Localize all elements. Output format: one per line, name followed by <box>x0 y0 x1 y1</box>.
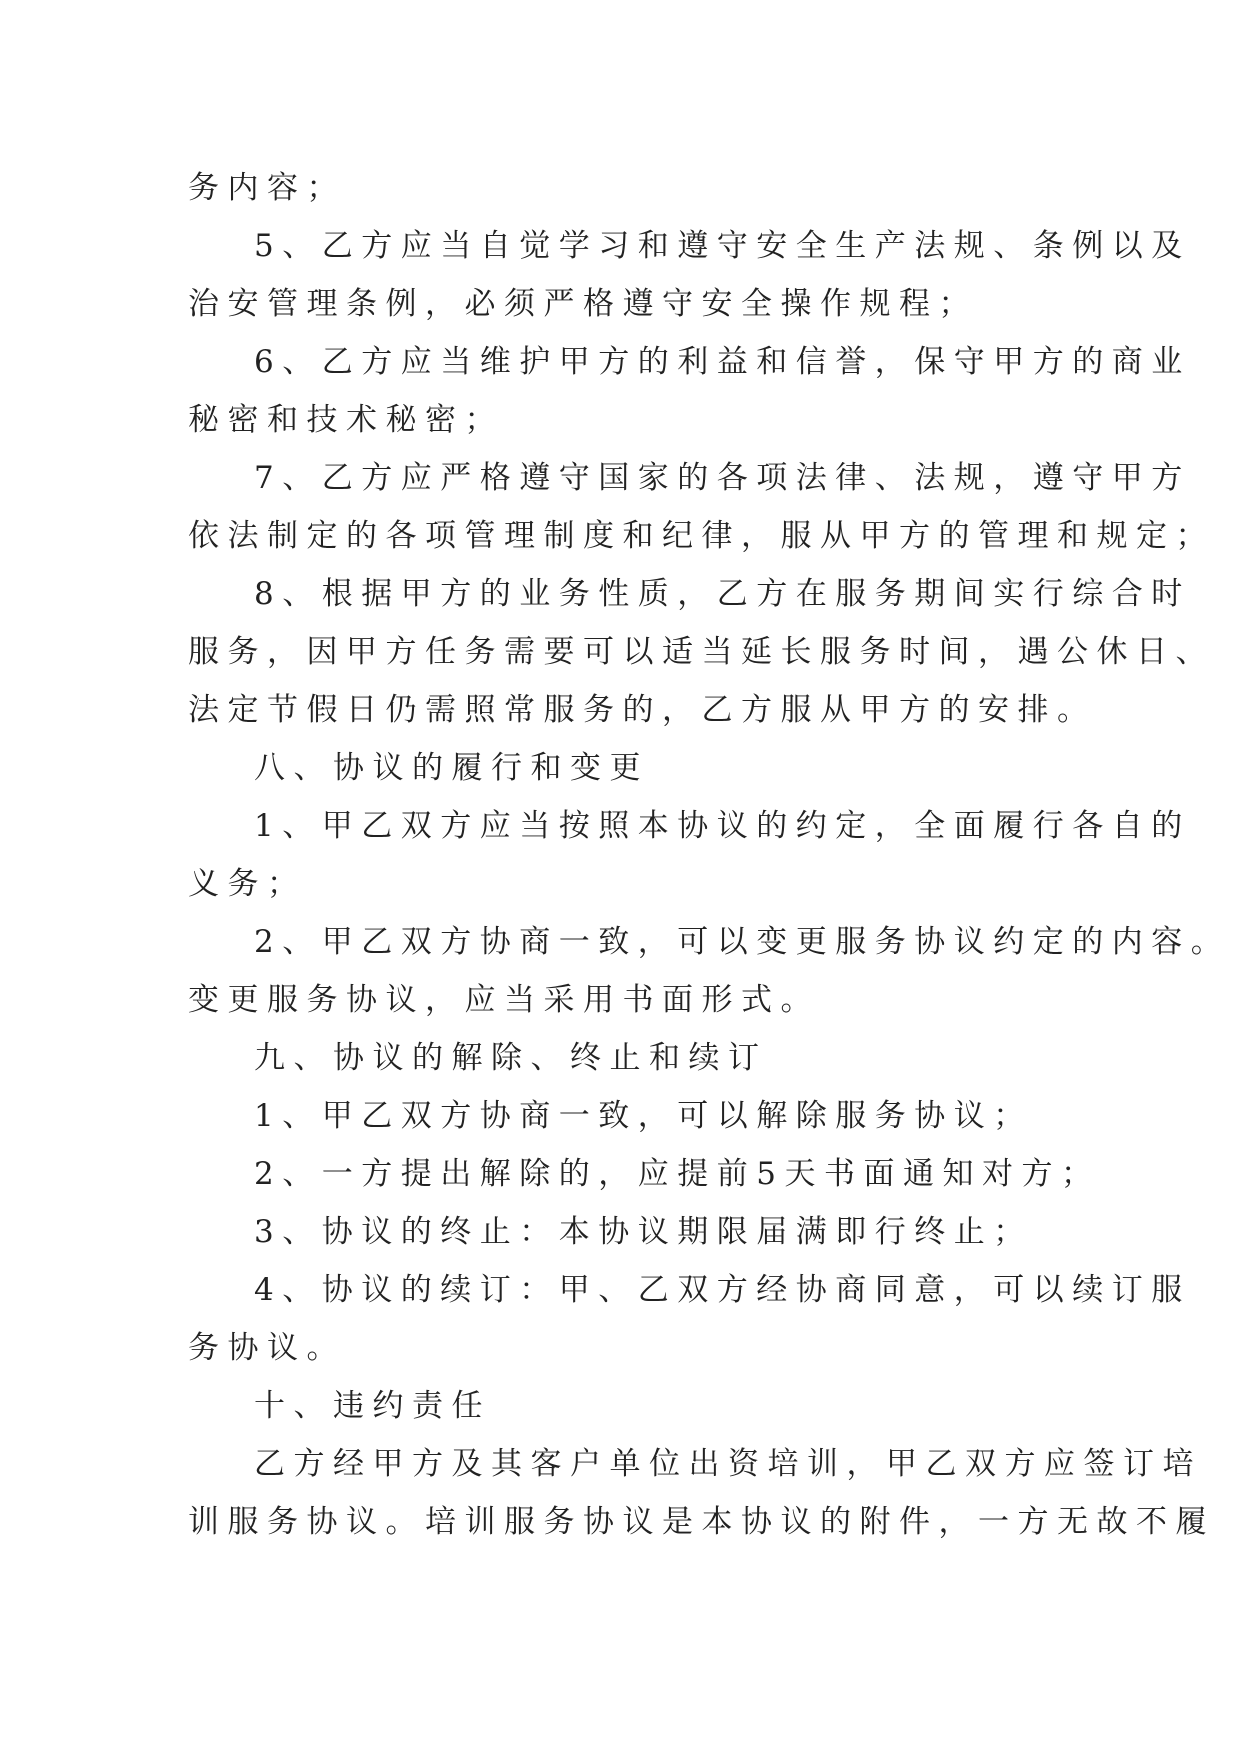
section-heading: 九、协议的解除、终止和续订 <box>254 1040 768 1076</box>
text-line: 变更服务协议，应当采用书面形式。 <box>188 982 820 1018</box>
section-heading: 八、协议的履行和变更 <box>254 750 649 786</box>
text-line: 务协议。 <box>188 1330 346 1366</box>
text-line: 1、甲乙双方应当按照本协议的约定，全面履行各自的 <box>254 808 1191 844</box>
text-line: 训服务协议。培训服务协议是本协议的附件，一方无故不履 <box>188 1504 1215 1540</box>
text-line: 6、乙方应当维护甲方的利益和信誉，保守甲方的商业 <box>254 344 1191 380</box>
document-body <box>188 159 1231 1551</box>
text-line: 2、甲乙双方协商一致，可以变更服务协议约定的内容。 <box>254 924 1231 960</box>
section-heading: 十、违约责任 <box>254 1388 491 1424</box>
text-line: 乙方经甲方及其客户单位出资培训，甲乙双方应签订培 <box>254 1446 1202 1482</box>
text-line: 3、协议的终止：本协议期限届满即行终止； <box>254 1214 1033 1250</box>
text-line: 义务； <box>188 866 307 902</box>
text-line: 8、根据甲方的业务性质，乙方在服务期间实行综合时 <box>254 576 1191 612</box>
text-line: 7、乙方应严格遵守国家的各项法律、法规，遵守甲方 <box>254 460 1191 496</box>
text-line: 4、协议的续订：甲、乙双方经协商同意，可以续订服 <box>254 1272 1191 1308</box>
text-line: 5、乙方应当自觉学习和遵守安全生产法规、条例以及 <box>254 228 1191 264</box>
text-line: 2、一方提出解除的，应提前5天书面通知对方； <box>254 1156 1101 1192</box>
text-line: 秘密和技术秘密； <box>188 402 504 438</box>
text-line: 务内容； <box>188 170 346 206</box>
text-line: 依法制定的各项管理制度和纪律，服从甲方的管理和规定； <box>188 518 1215 554</box>
text-line: 1、甲乙双方协商一致，可以解除服务协议； <box>254 1098 1033 1134</box>
text-line: 法定节假日仍需照常服务的，乙方服从甲方的安排。 <box>188 692 1097 728</box>
text-line: 治安管理条例，必须严格遵守安全操作规程； <box>188 286 978 322</box>
text-line: 服务，因甲方任务需要可以适当延长服务时间，遇公休日、 <box>188 634 1215 670</box>
